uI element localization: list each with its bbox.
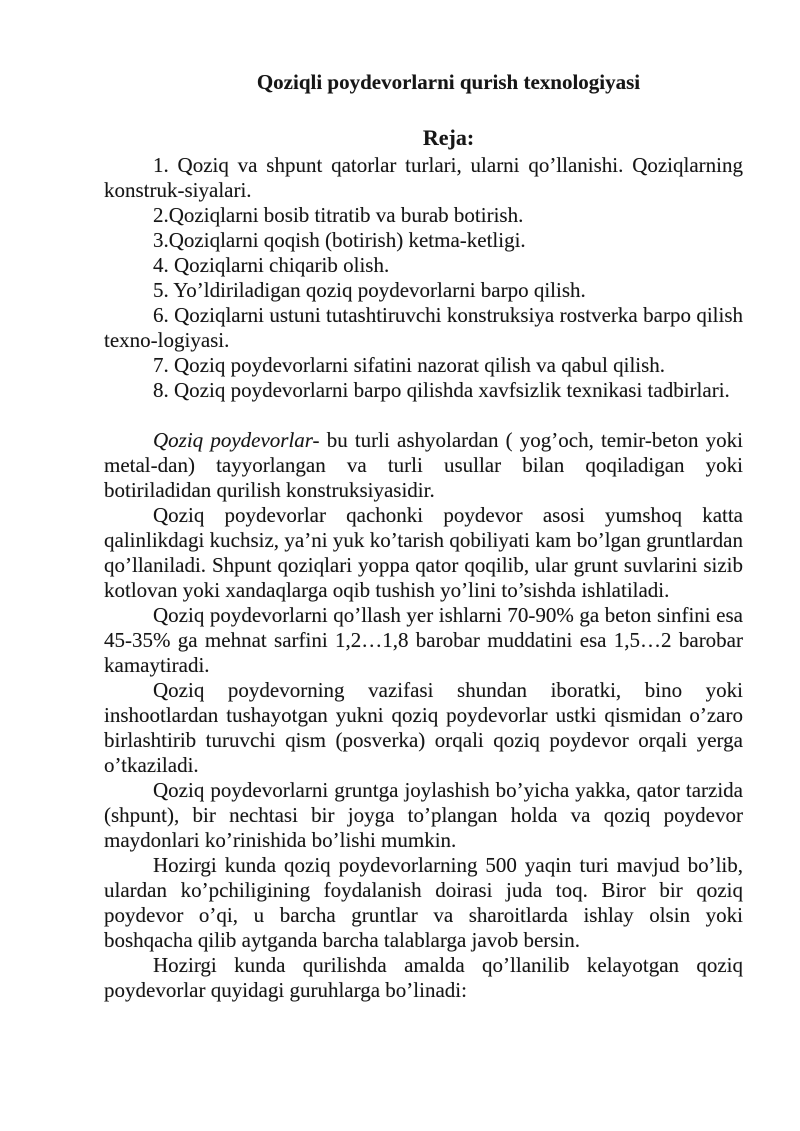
document-title: Qoziqli poydevorlarni qurish texnologiyasi: [256, 70, 641, 94]
body-paragraph-4: Qoziq poydevorlarni gruntga joylashish bo’yicha yakka, qator tarzida (shpunt), bir nechtasi bir joyga to’plangan holda va qoziq poydevor maydonlari ko’rinishida bo’lishi mumkin.: [104, 778, 743, 852]
body-paragraph-3: Qoziq poydevorning vazifasi shundan iboratki, bino yoki inshootlardan tushayotgan yukni qoziq poydevorlar ustki qismidan o’zaro birlashtirib turuvchi qism (posverka) orqali qoziq poydevor orqali yerga o’tkaziladi.: [104, 678, 743, 777]
plan-item-5: 5. Yo’ldiriladigan qoziq poydevorlarni barpo qilish.: [153, 278, 586, 302]
intro-rest-text: bu turli ashyolardan ( yog’och, temir-beton yoki metal-dan) tayyorlangan va turli usullar bilan qoqiladigan yoki botiriladidan qurilish konstruksiyasidir.: [104, 428, 743, 502]
plan-item-8: 8. Qoziq poydevorlarni barpo qilishda xavfsizlik texnikasi tadbirlari.: [153, 378, 730, 402]
body-paragraph-5: Hozirgi kunda qoziq poydevorlarning 500 yaqin turi mavjud bo’lib, ulardan ko’pchiligining foydalanish doirasi juda toq. Biror bir qoziq poydevor o’qi, u barcha gruntlar va sharoitlarda ishlay olsin yoki boshqacha qilib aytganda barcha talablarga javob bersin.: [104, 853, 743, 952]
plan-item-4: 4. Qoziqlarni chiqarib olish.: [153, 253, 390, 277]
plan-item-6: 6. Qoziqlarni ustuni tutashtiruvchi konstruksiya rostverka barpo qilish texno-logiyasi.: [104, 303, 743, 352]
plan-item-1: 1. Qoziq va shpunt qatorlar turlari, ularni qo’llanishi. Qoziqlarning konstruk-siyalari.: [104, 153, 743, 202]
body-paragraph-1: Qoziq poydevorlar qachonki poydevor asosi yumshoq katta qalinlikdagi kuchsiz, ya’ni yuk ko’tarish qobiliyati kam bo’lgan gruntlardan qo’llaniladi. Shpunt qoziqlari yoppa qator qoqilib, ular grunt suvlarini sizib kotlovan yoki xandaqlarga oqib tushish yo’lini to’sishda ishlatiladi.: [104, 503, 743, 602]
plan-item-3: 3.Qoziqlarni qoqish (botirish) ketma-ketligi.: [153, 228, 526, 252]
intro-paragraph: [104, 428, 743, 503]
intro-lead-italic: Qoziq poydevorlar-: [153, 428, 320, 452]
plan-item-2: 2.Qoziqlarni bosib titratib va burab botirish.: [153, 203, 524, 227]
body-paragraph-2: Qoziq poydevorlarni qo’llash yer ishlarni 70-90% ga beton sinfini esa 45-35% ga mehnat sarfini 1,2…1,8 barobar muddatini esa 1,5…2 barobar kamaytiradi.: [104, 603, 743, 677]
plan-heading: Reja:: [422, 125, 475, 150]
plan-item-7: 7. Qoziq poydevorlarni sifatini nazorat qilish va qabul qilish.: [153, 353, 666, 377]
body-paragraph-6: Hozirgi kunda qurilishda amalda qo’llanilib kelayotgan qoziq poydevorlar quyidagi guruhlarga bo’linadi:: [104, 953, 743, 1002]
